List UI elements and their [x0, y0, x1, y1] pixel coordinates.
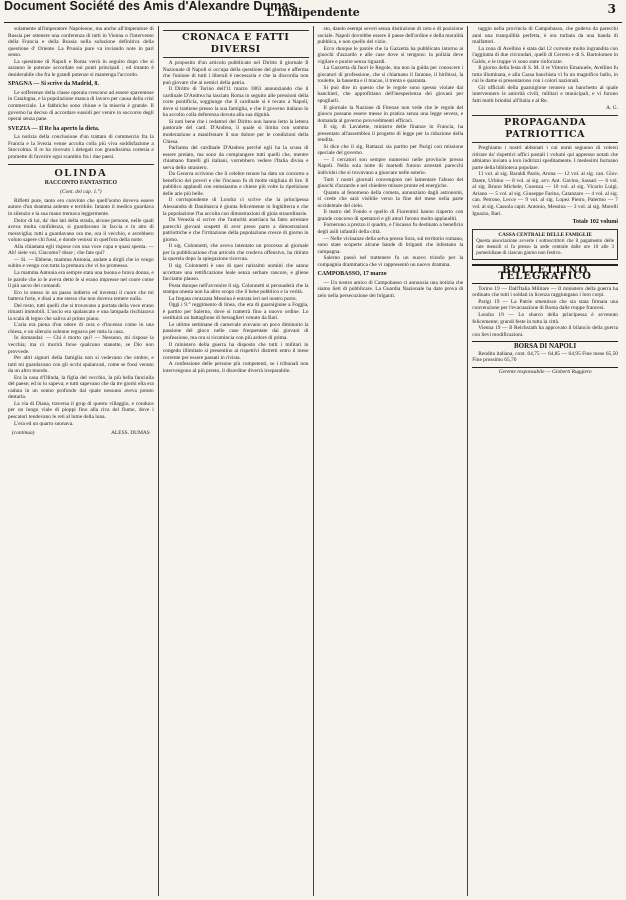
paragraph: 11 vol. al sig. Baraldi Paolo, Arona — 12 vol. al sig. can. Giov. Dante, Urbino — 8 vol. ai sig. avv. Ant. Gavino, Sassari — 6 vol. al sig. Bruno Michele, Cosenza — 10 vol. al sig. Vicario Luigi, Ariano — 5 vol. al sig. Giuseppe Farina, Catanzaro — 4 vol. al sig. can. Petrone, Lecce — 9 vol. al sig. Lopez Pietro, Palermo — 7 vol. al sig. Cassola capit. Antonio, Messina — 3 vol. al sig. Morelli Ignazio, Bari. — [472, 171, 618, 217]
paragraph: Si dice che il sig. Rattazzi sia partito per Parigi con missione speciale del governo. — [317, 143, 464, 157]
columns — [4, 26, 622, 896]
paragraph: Alla chiamata egli rispose con una voce cupa e quasi spenta. — Ah! siete voi, Giacomo? disse ; che fate qui? — [8, 243, 154, 257]
paragraph: La Gazzetta dà fuori le Regole, ma non la guida per conoscere i giocatori di professione, che si chiamano il faraone, il biribissi, la roulette, la bassetta e il macao, il trenta e quaranta. — [317, 65, 464, 85]
dateline: CAMPOBASSO, 17 marzo — [317, 271, 387, 278]
paragraph: Il corrispondente di Londra ci scrive che la principessa Alessandra di Danimarca è giunta felicemente in Inghilterra e che la popolazione l'ha accolta con dimostrazioni di gioia straordinarie. — [162, 197, 309, 217]
society-label: Document Société des Amis d'Alexandre Dumas — [4, 0, 296, 13]
paragraph: Vienna 19 — Il Reichsrath ha approvato il bilancio della guerra con lievi modificazioni. — [472, 325, 618, 338]
paragraph: Parigi 19 — La Patrie smentisce che sia stata firmata una convenzione per l'evacuazione di Roma dalle truppe francesi. — [472, 298, 618, 312]
header-rule — [4, 22, 622, 23]
signature-row — [8, 430, 154, 437]
paragraph: La notizia della conclusione d'un trattato di commercio fra la Francia e la Svezia venne accolta colla più viva soddisfazione a Stoccolma. Il re ha ricevuto i delegati con grandissima cortesia e promette di favorire ogni scambio fra i due paesi. — [8, 134, 154, 160]
paragraph: — Un nostro amico di Campobasso ci annunzia una notizia che siamo lieti di pubblicare. La Guardia Nazionale ha dato prova di zelo nella persecuzione dei briganti. — [317, 279, 464, 299]
paragraph: Il sig. di Lavalette, ministro delle finanze in Francia, ha presentato all'assemblea il progetto di legge per la riduzione della rendita. — [317, 124, 464, 144]
paragraph: — Si. — Ebbene, mamma Antonia, andate a dirgli che io vengo subito e vengo con tutta la premura che vi ho promesso. — [8, 256, 154, 270]
paragraph: Da Venezia si scrive che l'autorità austriaca ha fatto arrestare parecchi giovani sospetti di aver preso parte a dimostrazioni patriottiche e che l'irritazione della popolazione cresce di giorno in giorno. — [162, 217, 309, 243]
paragraph: Da Genova scrivono che il celebre tenore ha dato un concerto a beneficio dei poveri e che l'incasso fu di molte migliaia di lire. Il pubblico applaudì con entusiasmo e chiese più volte la ripetizione delle arie più belle. — [162, 171, 309, 197]
propaganda-headline: PROPAGANDA PATRIOTTICA — [472, 115, 618, 143]
paragraph: L'era ed un quarto suonava. — [14, 420, 74, 427]
volumes-total: Totale 102 volumi — [572, 219, 618, 226]
paragraph: Il sig. Colonnetti, che aveva intentato un processo al giornale per la pubblicazione d'un articolo che credeva offensivo, ha ritirato la querela dopo la spiegazione ricevuta. — [162, 243, 309, 263]
author-signature: ALESS. DUMAS — [111, 430, 150, 437]
paragraph: solamente all'imperatore Napoleone, ma anche all'imperatore di Russia per ottenere una conferenza di tutti in Vienna o l'intervento della Francia e della Russia nella soluzione definitiva della questione d' Oriente. La Prussia pure va inviando note in pari senso. — [8, 26, 154, 59]
column-4 — [467, 26, 622, 896]
section-title: SPAGNA — Si scrive da Madrid, 8. — [8, 81, 99, 88]
paragraph: Ecco dunque le parole che la Gazzetta ha pubblicato intorno ai giuochi d'azzardo e alle case dove si tengono: la polizia deve vigilare e punire senza riguardi. — [317, 45, 464, 65]
paragraph: Per altri signori della famiglia non si vedevano che ombre, e tutti mi guardavano con gli occhi spalancati, come se fossi venuto da un altro mondo. — [8, 355, 154, 375]
chronicle-headline: CRONACA E FATTI DIVERSI — [163, 30, 309, 58]
paragraph: Parliamo del cardinale D'Andrea perché egli ha la scusa di essere prelato, ma sono da compiangere tutti quelli che, mentre chiamano fratelli gli italiani, vorrebbero vedere l'Italia divisa e serva dello straniero. — [162, 145, 309, 171]
paragraph: Oggi i 9.° reggimento di linea, che era di guarnigione a Foggia, è partito per Salerno, dove si tratterrà fino a nuovo ordine. Lo sostituirà un battaglione di bersaglieri venuto da Bari. — [162, 302, 309, 322]
paragraph: — Nelle vicinanze della selva presso Sora, sul territorio romano, sono state scoperte alcune bande di briganti che infestano la campagna. — [317, 235, 464, 255]
notice-title: CASSA CENTRALE DELLE FAMIGLIE — [498, 231, 592, 238]
column-3 — [313, 26, 468, 896]
paragraph: Londra 19 — Lo sbarco della principessa è avvenuto felicemente; grandi feste in tutta la città. — [472, 311, 618, 325]
paragraph: Rifletti pure, tanto ero convinto che quell'uomo doveva essere autore d'un dramma ardente e terribile. Intanto il medico guardava in silenzio e la sua mano tremava leggermente. — [8, 197, 154, 218]
paragraph: Fornerono a prezzo il quadro, e l'incasso fu destinato a beneficio degli asili infantili della città. — [317, 222, 464, 235]
paragraph: Si noti bene che i redattori del Diritto non hanno letto la lettera pastorale del card. D'Andrea, il quale si limita con somma moderazione a manifestare il suo dolore per le condizioni della Chiesa. — [162, 118, 309, 145]
paragraph: Era la casa d'Olinda, la figlia del vecchio, la più bella fanciulla del paese; ed io lo sapeva; e tutti sapevano che da tre giorni ella era caduta in un sonno profondo dal quale nessuno aveva potuto destarla. — [8, 374, 154, 401]
paragraph: Dolor di lui, da' due lati della strada, alcune persone, nelle quali aveva molta confidenza, si guardavano in faccia e in atto di meraviglia; tutti a guardavano ora me, ora il vecchio, e avrebbero voluto sapere chi fossi, e donde venissi in quell'ora della notte. — [8, 217, 154, 244]
novel-continuation: (Cont. del cap. 1.°) — [60, 189, 102, 196]
paragraph: — I cercatori son sempre numerosi nelle provincie presso Napoli. Nella sola notte di martedì furono arrestati parecchi individui che si trovavano a giuocare nelle osterie. — [317, 156, 464, 177]
continues-label: (continua) — [12, 430, 35, 437]
paragraph: A proposito d'un articolo pubblicato nel Diritto il giornale Il Nazionale di Napoli si occupa della questione del giorno e afferma che l'unione di tutti i liberali è necessaria e che la discordia non può giovare che ai nemici della patria. — [162, 60, 309, 86]
paragraph: Il Diritto di Torino dell'11 marzo 1863 annunziando che il cardinale D'Andrea ha lasciato Roma in seguito alle pressioni della corte pontificia, soggiunge che il cardinale si è recato a Napoli, dove si trattiene presso la sua famiglia, e che il governo italiano lo ha accolto colla deferenza dovuta alla sua dignità. — [162, 86, 309, 119]
paragraph: La mamma Antonia era sempre stata una buona e brava donna, e le parole che io le aveva detto le si erano impresse nel cuore come il più sacro dei comandi. — [8, 269, 154, 290]
initials-signature: A. G. — [606, 104, 618, 111]
paragraph: Il ministero della guerra ha disposto che tutti i militari in congedo illimitato si presentino ai rispettivi distretti entro il mese corrente per essere passati in rivista. — [162, 341, 309, 361]
paragraph: A confessione delle persone più competenti, se i tribunali non intervengono al più presto, il disordine diverrà irreparabile. — [162, 361, 309, 374]
paragraph: Io domandai: — Chi è morto qui? — Nessuno, mi rispose la vecchia; ma ci morirà forse qualcuno stanotte, se Dio non provvede. — [8, 335, 154, 355]
novel-subtitle: RACCONTO FANTASTICO — [44, 180, 118, 187]
paragraph: Torino 19 — Dall'Italia Militare — Il ministero della guerra ha ordinato che tutti i soldati in licenza raggiungano i loro corpi. — [472, 285, 618, 299]
top-bar — [0, 0, 626, 19]
paragraph: Gli ufficiali della guarnigione tennero un banchetto al quale intervennero le autorità civili, militari e municipali, e vi furono fatti molti brindisi all'Italia e al Re. — [472, 84, 618, 105]
stock-quotes: Rendita italiana, cont. 64,75 — 64,85 — 64,95 Fine mese 65,50 Fine prossimo 65,70 — [472, 350, 618, 364]
column-2 — [158, 26, 313, 896]
paragraph: sto, dando esempi severi senza distinzione di ceto e di posizione sociale. Napoli dovrebbe essere il paese dell'ordine e della moralità pubblica, e non quello del vizio. — [317, 26, 464, 46]
column-1 — [4, 26, 158, 896]
paragraph: Ero io stesso in un passo indietro ed inventai il cuore che mi batteva forte, e dissi a me stesso che non doveva temere nulla. — [8, 289, 154, 303]
paragraph: La via di Diana, traversa il grup di questo villaggio, e conduce per un lungo viale di pioppi fino alla riva del fiume, dove i pescatori tendevano le reti al lume della luna. — [8, 400, 154, 420]
paragraph: Preghiamo i nostri abbonati i cui nomi seguono di volersi ritirare da' rispettivi uffici postali i volumi qui appresso notati che abbiamo inviato a loro indirizzi speditamente. I medesimi formano parte della biblioteca popolare. — [472, 145, 618, 171]
paragraph: Il teatro del Fondo e quello di Fiorentini hanno riaperto con grande concorso di spettatori e gli attori furono molto applauditi. — [317, 209, 464, 222]
paragraph: taggio nella provincia di Campobasso, che godeva da parecchi anni una tranquillità perfetta, è ora turbata da una banda di malfattori. — [472, 26, 618, 46]
footer-manager: Gerente responsabile — Gioberti Ruggiero — [472, 367, 618, 376]
paragraph: Si può dire in questo che le regole sono spesso violate dai banchieri, che approfittano dell'inesperienza dei giovani per spogliarli. — [317, 84, 464, 105]
paragraph: Il giornale la Nazione di Firenze non vede che le regole del giuoco possano essere messe in pratica senza una legge severa, e domanda al governo provvedimenti efficaci. — [317, 104, 464, 124]
notice-text: Questa associazione avverte i sottoscrittori che il pagamento delle rate mensili si fa presso la sede centrale dalle ore 10 alle 3 pomeridiane di ciascun giorno non festivo. — [476, 238, 614, 256]
telegraph-headline: BOLLETTINO TELEGRAFICO — [472, 264, 618, 284]
paragraph: L'aria era piena d'un odore di cera e d'incenso come in una chiesa, e un silenzio solenne regnava per tutta la casa. — [8, 322, 154, 335]
paragraph: Le sofferenze della classe operaia crescono ad essere spaventose in Catalogna, e la popolazione manca di lavoro per causa della crisi commerciale. Le fabbriche sono chiuse e la miseria è grande. Il governo ha deciso di accordare sussidi per venire in soccorso degli operai senza pane. — [8, 89, 154, 123]
paragraph: Del resto, tutti quelli che si trovavano a portata della voce erano rimasti immobili. L'uscio era spalancato e una lampada rischiarava la scala di legno che saliva al primo piano. — [8, 302, 154, 322]
notice-box — [472, 229, 618, 260]
masthead: L'Indipendente — [266, 6, 360, 19]
paragraph: La fregata corazzata Messina è entrata ieri nel nostro porto. — [168, 295, 297, 302]
paragraph: La questione di Napoli e Roma verrà in seguito dopo che si saranno le potenze accordate sui punti principali ; ed intanto è desiderabile che fra le grandi potenze si mantenga l'accordo. — [8, 58, 154, 78]
paragraph: La zona di Avellino è stata dal 12 corrente molto ingrandita con l'aggiunta di due circondari, quelli di Cerreto e di S. Bartolomeo in Galdo, e le truppe vi sono state rinforzate. — [472, 45, 618, 65]
paragraph: Quanto al fenomeno della cometa, annunziato dagli astronomi, si crede che sarà visibile verso la fine del mese nella parte occidentale del cielo. — [317, 189, 464, 209]
paragraph: Le ultime settimane di carnevale avevano un poco diminuito la passione del gioco nelle case frequentate dai giovani di professione, ma ora si ricomincia con più ardore di prima. — [162, 321, 309, 341]
paragraph: Il sig. Colonnetti è uno di quei rarissimi uomini che sanno accettare una rettificazione leale senza serbare rancore, e gliene facciamo plauso. — [162, 262, 309, 283]
novel-title: OLINDA — [8, 164, 154, 180]
page-number: 3 — [607, 2, 616, 16]
stock-exchange-title: BORSA DI NAPOLI — [472, 341, 618, 350]
paragraph: Il giorno della festa di S. M. il re Vittorio Emanuele, Avellino fu tutta illuminata, e alla Cassa banchista vi fu un magnifico ballo, in cui le dame si presentarono con i colori nazionali. — [472, 65, 618, 85]
paragraph: Salerno passò nel trattenere fu un nuovo trionfo per la compagnia drammatica che vi rappresentò un nuovo dramma. — [317, 255, 464, 268]
paragraph: Posta dunque nell'avvenire il sig. Colonnetti si persuaderà che la stampa onesta non ha altro scopo che il bene pubblico e la verità. — [162, 282, 309, 296]
paragraph: Tutti i nostri giornali convengono nel lamentare l'abuso dei giuochi d'azzardo e nel chiedere misure pronte ed energiche. — [317, 176, 464, 190]
section-title: SVEZIA — Il Re ha aperto la dieta. — [8, 125, 100, 132]
